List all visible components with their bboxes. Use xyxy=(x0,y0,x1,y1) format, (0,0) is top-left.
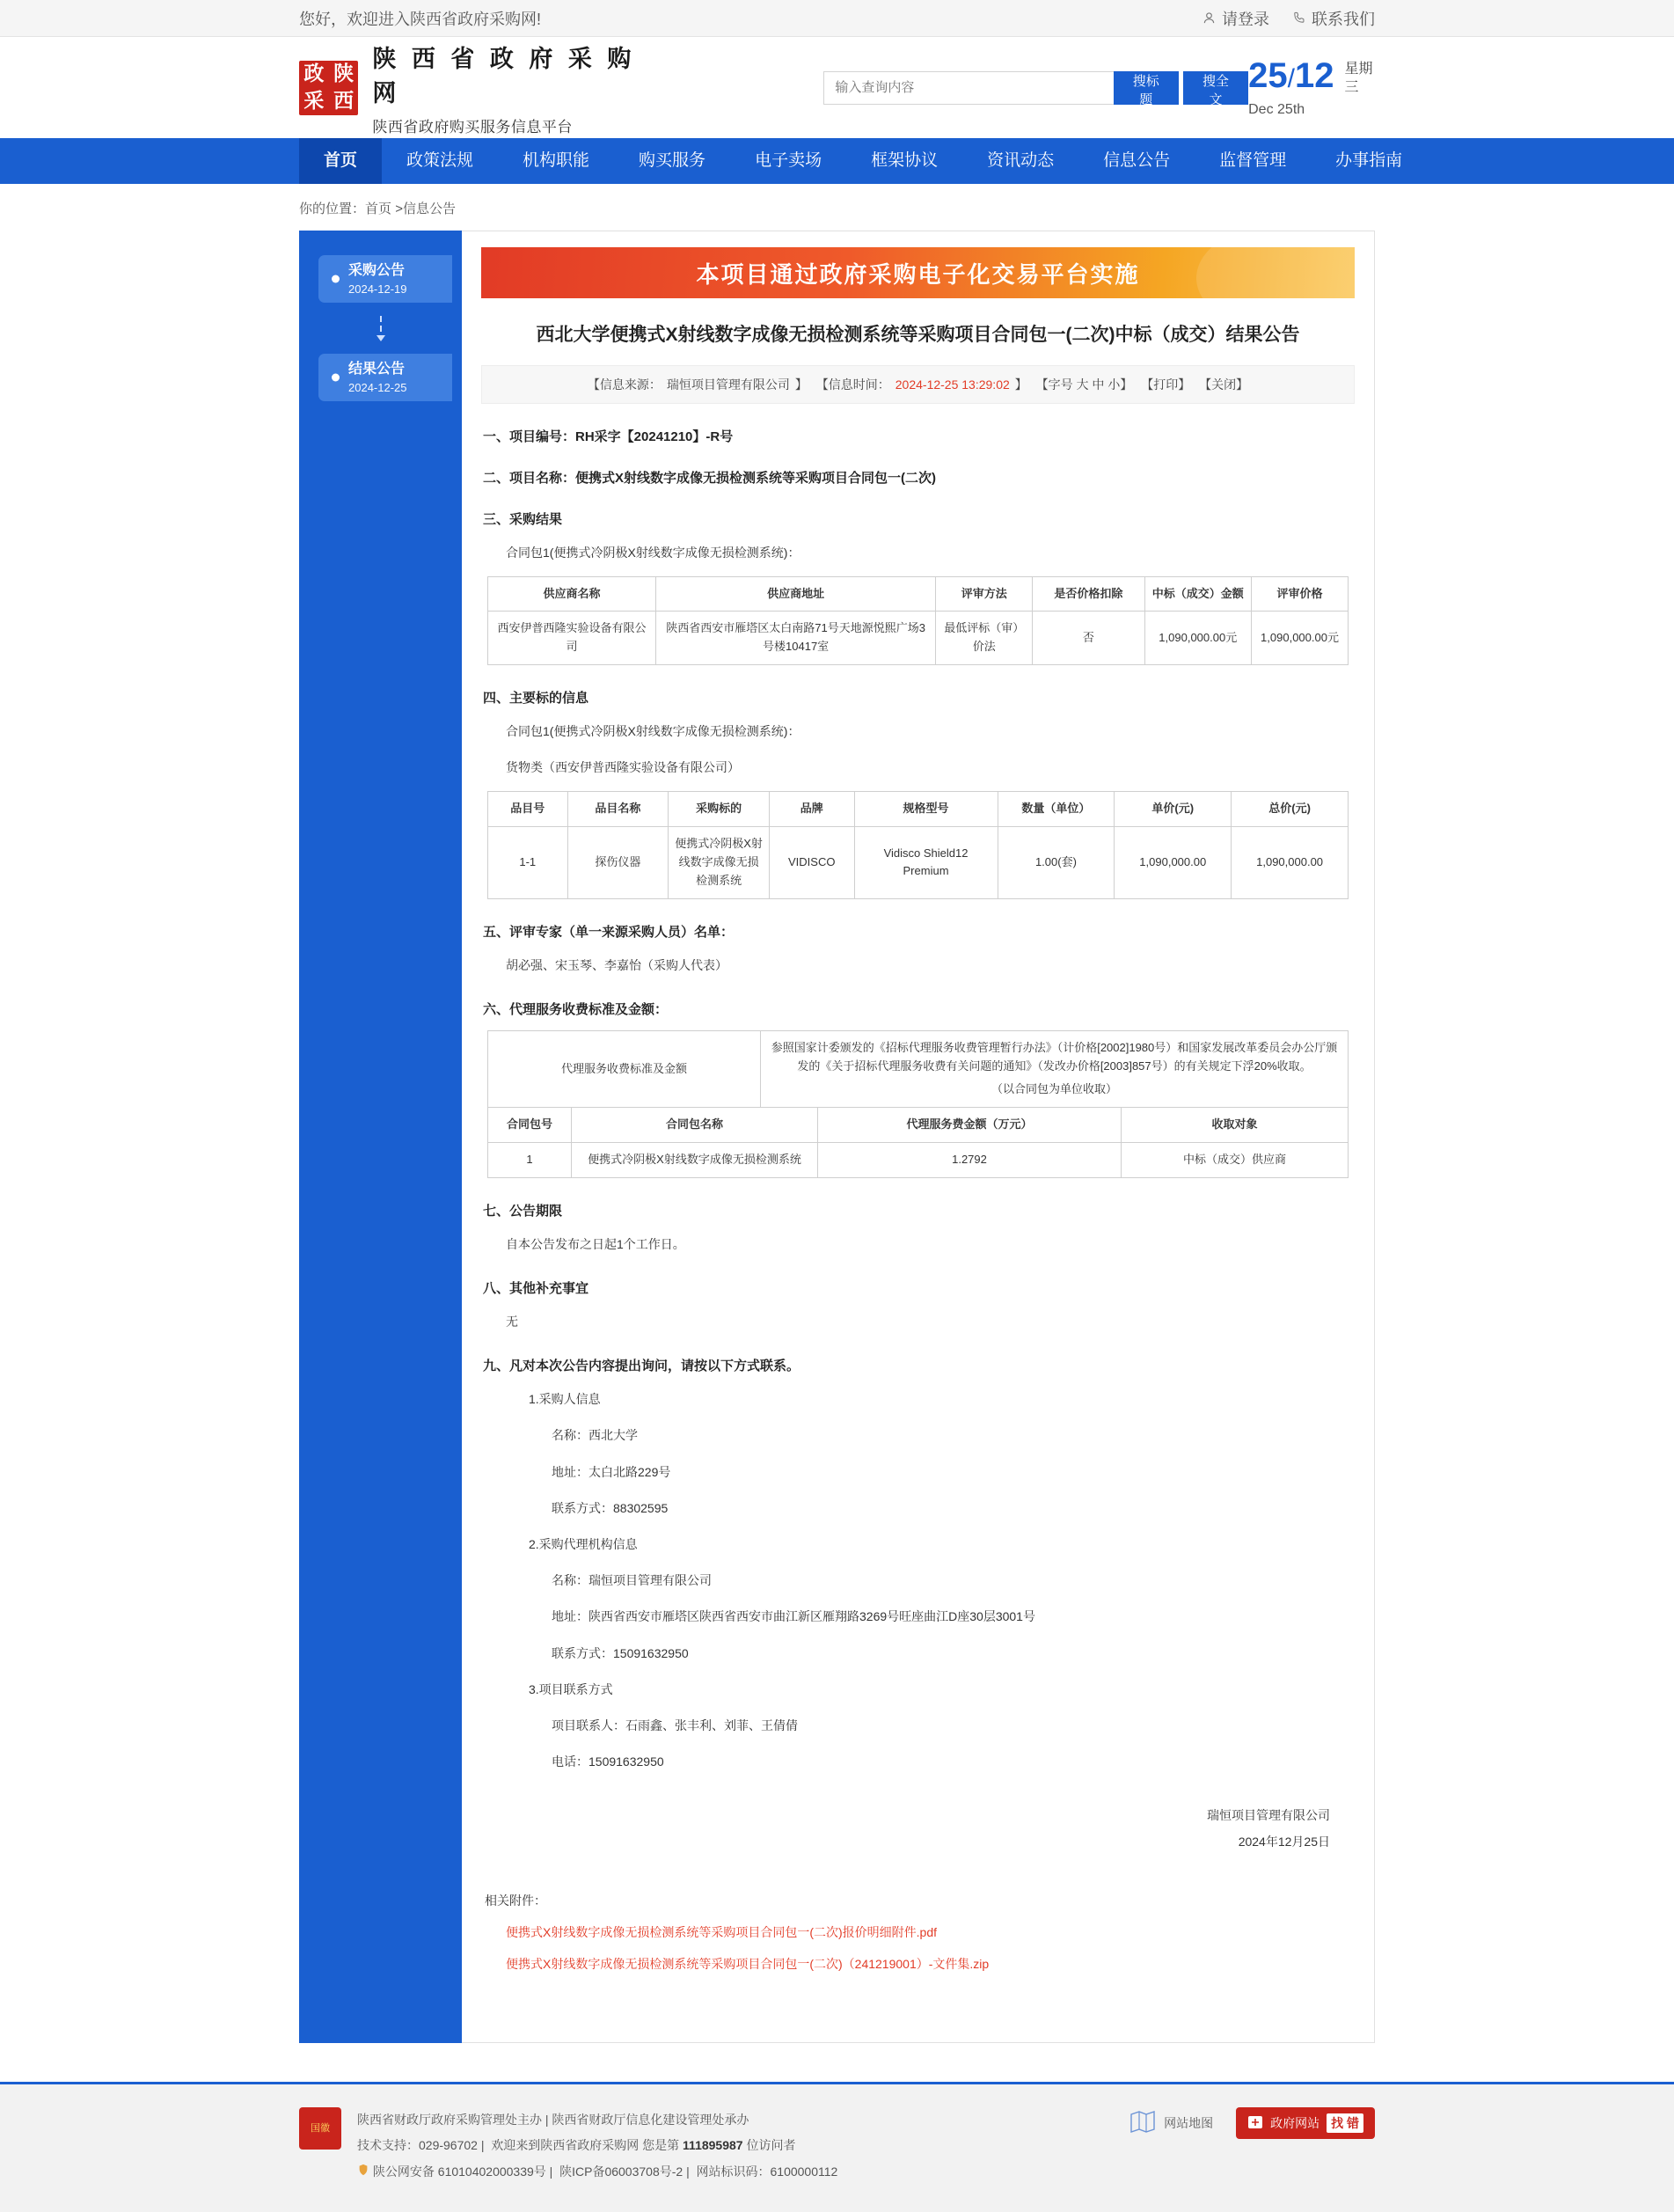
attachments-title: 相关附件： xyxy=(485,1893,546,1908)
nav-item-supervision[interactable]: 监督管理 xyxy=(1219,151,1287,170)
sitemap-label: 网站地图 xyxy=(1164,2116,1214,2130)
section-8-title: 八、其他补充事宜 xyxy=(483,1281,589,1296)
document-meta xyxy=(481,365,1355,404)
nav-item-framework[interactable]: 框架协议 xyxy=(871,151,939,170)
fee-note-unit: （以合同包为单位收取） xyxy=(991,1082,1117,1096)
result-table xyxy=(487,576,1349,665)
gov-flag-icon xyxy=(1247,2114,1263,2133)
top-bar xyxy=(0,0,1674,37)
page-layout xyxy=(0,231,1674,2043)
section-5-title: 五、评审专家（单一来源采购人员）名单： xyxy=(483,924,735,940)
section-9-title: 九、凡对本次公告内容提出询问，请按以下方式联系。 xyxy=(483,1359,800,1374)
map-icon xyxy=(1129,2110,1156,2137)
breadcrumb-home[interactable]: 首页 xyxy=(365,201,392,216)
sidebar-item-purchase-notice[interactable] xyxy=(318,255,452,303)
section-project-name xyxy=(483,468,1353,487)
col-fee-amount: 代理服务费金额（万元） xyxy=(818,1108,1122,1143)
meta-source-label: 【信息来源： xyxy=(587,377,662,392)
date-weekday: 星期三 xyxy=(1344,61,1373,96)
breadcrumb-prefix: 你的位置： xyxy=(299,201,366,216)
breadcrumb xyxy=(0,184,1674,231)
col-purchase-target: 采购标的 xyxy=(669,792,770,827)
meta-time-label: 【信息时间： xyxy=(815,377,890,392)
cell-item-no: 1-1 xyxy=(488,827,568,898)
gov-badge-label-1: 政府网站 xyxy=(1270,2116,1320,2130)
user-icon xyxy=(1203,11,1216,25)
cell-package-no: 1 xyxy=(488,1143,572,1178)
meta-source-value: 瑞恒项目管理有限公司 xyxy=(666,377,790,392)
attachment-link-zip[interactable]: 便携式X射线数字成像无损检测系统等采购项目合同包一(二次)（241219001）-文件集.zip xyxy=(506,1957,990,1972)
col-package-name: 合同包名称 xyxy=(572,1108,818,1143)
fee-detail-table xyxy=(487,1107,1349,1178)
cell-supplier-address: 陕西省西安市雁塔区太白南路71号天地源悦熙广场3号楼10417室 xyxy=(655,612,935,665)
cell-item-name: 探伤仪器 xyxy=(567,827,669,898)
section-experts xyxy=(483,922,1353,977)
col-fee-payer: 收取对象 xyxy=(1122,1108,1349,1143)
site-header xyxy=(0,37,1674,138)
signature-date: 2024年12月25日 xyxy=(1238,1834,1330,1849)
breadcrumb-sep: > xyxy=(395,201,403,216)
sidebar xyxy=(299,231,462,2043)
contact-link[interactable] xyxy=(1292,7,1375,30)
col-review-method: 评审方法 xyxy=(936,576,1033,612)
col-brand: 品牌 xyxy=(769,792,854,827)
page-title: 西北大学便携式X射线数字成像无损检测系统等采购项目合同包一(二次)中标（成交）结果公告 xyxy=(536,325,1300,345)
other-text: 无 xyxy=(506,1315,518,1329)
table-row xyxy=(488,612,1349,665)
col-total-price: 总价(元) xyxy=(1232,792,1349,827)
sidebar-item-result-notice[interactable] xyxy=(318,354,452,401)
section-agency-fee xyxy=(483,1000,1353,1178)
footer-line-3: 陕公网安备 61010402000339号 | 陕ICP备06003708号-2 | 网站标识码：6100000112 xyxy=(357,2159,837,2186)
section-other xyxy=(483,1278,1353,1333)
col-award-amount: 中标（成交）金额 xyxy=(1144,576,1252,612)
section-notice-period xyxy=(483,1201,1353,1256)
expert-names: 胡必强、宋玉琴、李嘉怡（采购人代表） xyxy=(506,957,727,972)
agency-name: 名称：瑞恒项目管理有限公司 xyxy=(552,1573,712,1588)
table-row xyxy=(488,1030,1349,1107)
col-model: 规格型号 xyxy=(854,792,998,827)
cell-fee-payer: 中标（成交）供应商 xyxy=(1122,1143,1349,1178)
meta-time-tail: 】 xyxy=(1014,377,1027,392)
col-quantity: 数量（单位） xyxy=(998,792,1115,827)
platform-banner: 本项目通过政府采购电子化交易平台实施 xyxy=(481,247,1355,298)
section-project-number xyxy=(483,427,1353,445)
section-7-title: 七、公告期限 xyxy=(483,1203,563,1219)
footer-icons xyxy=(1129,2107,1375,2139)
police-record-link[interactable]: 陕公网安备 61010402000339号 xyxy=(372,2164,546,2179)
section-3-subtitle: 合同包1(便携式冷阴极X射线数字成像无损检测系统)： xyxy=(506,545,800,560)
section-3-title: 三、采购结果 xyxy=(483,511,563,527)
cell-supplier-name: 西安伊普西隆实验设备有限公司 xyxy=(488,612,656,665)
nav-item-news[interactable]: 资讯动态 xyxy=(987,151,1055,170)
cell-brand: VIDISCO xyxy=(769,827,854,898)
date-slash: / xyxy=(1287,63,1295,93)
footer-host: 陕西省财政厅政府采购管理处主办 xyxy=(357,2113,542,2127)
purchaser-tel: 联系方式：88302595 xyxy=(552,1500,669,1515)
date-day: 25 xyxy=(1248,55,1288,95)
bullet-icon xyxy=(332,374,340,382)
logo-char-1: 政 xyxy=(303,62,325,85)
bullet-icon xyxy=(332,275,340,283)
search-fulltext-button[interactable]: 搜全文 xyxy=(1183,71,1248,105)
footer-line-2: 技术支持：029-96702 | 欢迎来到陕西省政府采购网 您是第 111895987 位访问者 xyxy=(357,2138,796,2153)
nav-item-policy[interactable]: 政策法规 xyxy=(406,151,474,170)
nav-item-purchase-service[interactable]: 购买服务 xyxy=(639,151,706,170)
contact-label: 联系我们 xyxy=(1312,10,1375,28)
fontsize-control[interactable]: 【字号 大 中 小】 xyxy=(1035,377,1133,392)
table-header-row xyxy=(488,576,1349,612)
notice-period-text: 自本公告发布之日起1个工作日。 xyxy=(506,1236,685,1251)
col-price-deduction: 是否价格扣除 xyxy=(1033,576,1144,612)
project-contact-tel: 电话：15091632950 xyxy=(552,1754,664,1769)
section-main-items xyxy=(483,688,1353,899)
gov-site-report-badge[interactable] xyxy=(1236,2107,1375,2139)
table-header-row xyxy=(488,792,1349,827)
site-name: 陕 西 省 政 府 采 购 网 xyxy=(372,45,636,106)
sidebar-connector-icon xyxy=(299,303,462,354)
gov-badge-label-2: 找 错 xyxy=(1327,2113,1363,2133)
footer-visitor-count: 111895987 xyxy=(683,2138,743,2153)
cell-fee-amount: 1.2792 xyxy=(818,1143,1122,1178)
table-row xyxy=(488,1143,1349,1178)
section-2-title: 二、项目名称：便携式X射线数字成像无损检测系统等采购项目合同包一(二次) xyxy=(483,470,936,486)
cell-price-deduction: 否 xyxy=(1033,612,1144,665)
section-4-title: 四、主要标的信息 xyxy=(483,691,589,707)
sidebar-item-title: 结果公告 xyxy=(348,362,406,377)
footer-operator: 陕西省财政厅信息化建设管理处承办 xyxy=(552,2113,749,2127)
site-id-code: 网站标识码：6100000112 xyxy=(696,2164,838,2179)
purchaser-group-title: 1.采购人信息 xyxy=(529,1392,601,1407)
main-nav xyxy=(0,138,1674,184)
nav-item-functions[interactable]: 机构职能 xyxy=(523,151,590,170)
footer-visitor-suffix: 位访问者 xyxy=(746,2138,796,2153)
footer-visitor-prefix: 欢迎来到陕西省政府采购网 您是第 xyxy=(491,2138,680,2153)
col-package-no: 合同包号 xyxy=(488,1108,572,1143)
section-1-title: 一、项目编号：RH采字【20241210】-R号 xyxy=(483,428,734,444)
date-month: 12 xyxy=(1294,55,1334,95)
cell-model: Vidisco Shield12 Premium xyxy=(854,827,998,898)
site-logo[interactable] xyxy=(299,40,647,136)
table-header-row xyxy=(488,1108,1349,1143)
section-contacts xyxy=(483,1356,1353,1773)
purchaser-address: 地址：太白北路229号 xyxy=(552,1464,671,1479)
login-link[interactable] xyxy=(1203,7,1269,30)
attachments-section xyxy=(483,1892,1353,1973)
footer-spacer xyxy=(0,2043,1674,2082)
icp-link[interactable]: 陕ICP备06003708号-2 xyxy=(559,2164,683,2179)
logo-char-3: 采 xyxy=(303,89,325,113)
logo-char-4: 西 xyxy=(333,89,355,113)
agency-address: 地址：陕西省西安市雁塔区陕西省西安市曲江新区雁翔路3269号旺座曲江D座30层3001号 xyxy=(552,1609,1035,1624)
col-unit-price: 单价(元) xyxy=(1115,792,1232,827)
fee-left-label: 代理服务收费标准及金额 xyxy=(488,1030,761,1107)
project-contact-person: 项目联系人：石雨鑫、张丰利、刘菲、王倩倩 xyxy=(552,1718,798,1732)
nav-item-guide[interactable]: 办事指南 xyxy=(1335,151,1403,170)
cell-award-amount: 1,090,000.00元 xyxy=(1144,612,1252,665)
breadcrumb-current: 信息公告 xyxy=(402,201,456,216)
nav-item-notice[interactable]: 信息公告 xyxy=(1103,151,1171,170)
footer-line-1 xyxy=(357,2107,837,2133)
agency-group-title: 2.采购代理机构信息 xyxy=(529,1536,638,1551)
nav-item-home[interactable]: 首页 xyxy=(299,138,382,184)
print-button[interactable]: 【打印】 xyxy=(1141,377,1191,392)
national-emblem-icon: 国徽 xyxy=(299,2107,341,2150)
cell-unit-price: 1,090,000.00 xyxy=(1115,827,1232,898)
purchaser-name: 名称：西北大学 xyxy=(552,1428,638,1443)
section-4-subtitle-2: 货物类（西安伊普西隆实验设备有限公司） xyxy=(506,760,740,775)
search-title-button[interactable]: 搜标题 xyxy=(1114,71,1179,105)
attachment-link-pdf[interactable]: 便携式X射线数字成像无损检测系统等采购项目合同包一(二次)报价明细附件.pdf xyxy=(506,1925,938,1940)
project-group-title: 3.项目联系方式 xyxy=(529,1681,613,1696)
logo-char-2: 陕 xyxy=(333,62,355,85)
sidebar-item-date: 2024-12-19 xyxy=(348,282,407,296)
date-daymonth xyxy=(1248,55,1334,95)
fee-table xyxy=(487,1030,1349,1108)
section-4-subtitle-1: 合同包1(便携式冷阴极X射线数字成像无损检测系统)： xyxy=(506,724,800,739)
meta-time-value: 2024-12-25 13:29:02 xyxy=(895,377,1010,392)
col-review-price: 评审价格 xyxy=(1252,576,1349,612)
section-result xyxy=(483,509,1353,666)
signature-block xyxy=(462,1803,1330,1855)
phone-icon xyxy=(1292,11,1305,25)
site-subname: 陕西省政府购买服务信息平台 xyxy=(372,118,573,136)
cell-review-method: 最低评标（审）价法 xyxy=(936,612,1033,665)
signature-org: 瑞恒项目管理有限公司 xyxy=(1207,1808,1330,1823)
search-input[interactable] xyxy=(823,71,1113,105)
close-button[interactable]: 【关闭】 xyxy=(1199,377,1249,392)
cell-total-price: 1,090,000.00 xyxy=(1232,827,1349,898)
fee-note-cell xyxy=(761,1030,1349,1107)
col-supplier-address: 供应商地址 xyxy=(655,576,935,612)
section-6-title: 六、代理服务收费标准及金额： xyxy=(483,1001,669,1017)
date-widget xyxy=(1248,55,1375,118)
footer-support: 技术支持：029-96702 xyxy=(357,2138,478,2153)
footer-text-block xyxy=(357,2107,837,2186)
item-table xyxy=(487,791,1349,898)
sidebar-item-title: 采购公告 xyxy=(348,263,406,279)
footer-sep-1: | xyxy=(545,2113,549,2127)
fee-note-text: 参照国家计委颁发的《招标代理服务收费管理暂行办法》（计价格[2002]1980号）和国家发展改革委员会办公厅颁发的《关于招标代理服务收费有关问题的通知》（发改办价格[2003]857号）的有关规定下浮20%收取。 xyxy=(771,1040,1338,1073)
agency-tel: 联系方式：15091632950 xyxy=(552,1645,689,1660)
nav-item-emarket[interactable]: 电子卖场 xyxy=(755,151,822,170)
cell-package-name: 便携式冷阴极X射线数字成像无损检测系统 xyxy=(572,1143,818,1178)
logo-mark-icon xyxy=(299,61,358,115)
sidebar-item-date: 2024-12-25 xyxy=(348,380,407,394)
date-en: Dec 25th xyxy=(1248,101,1305,117)
col-item-no: 品目号 xyxy=(488,792,568,827)
search-area xyxy=(823,71,1248,105)
document-content xyxy=(462,231,1375,2043)
col-item-name: 品目名称 xyxy=(567,792,669,827)
col-supplier-name: 供应商名称 xyxy=(488,576,656,612)
welcome-text: 您好，欢迎进入陕西省政府采购网! xyxy=(299,10,541,28)
cell-purchase-target: 便携式冷阴极X射线数字成像无损检测系统 xyxy=(669,827,770,898)
cell-quantity: 1.00(套) xyxy=(998,827,1115,898)
cell-review-price: 1,090,000.00元 xyxy=(1252,612,1349,665)
meta-source-tail: 】 xyxy=(794,377,808,392)
table-row xyxy=(488,827,1349,898)
login-label: 请登录 xyxy=(1222,10,1269,28)
police-badge-icon xyxy=(357,2159,369,2185)
sitemap-link[interactable] xyxy=(1129,2110,1213,2137)
site-footer xyxy=(0,2082,1674,2212)
